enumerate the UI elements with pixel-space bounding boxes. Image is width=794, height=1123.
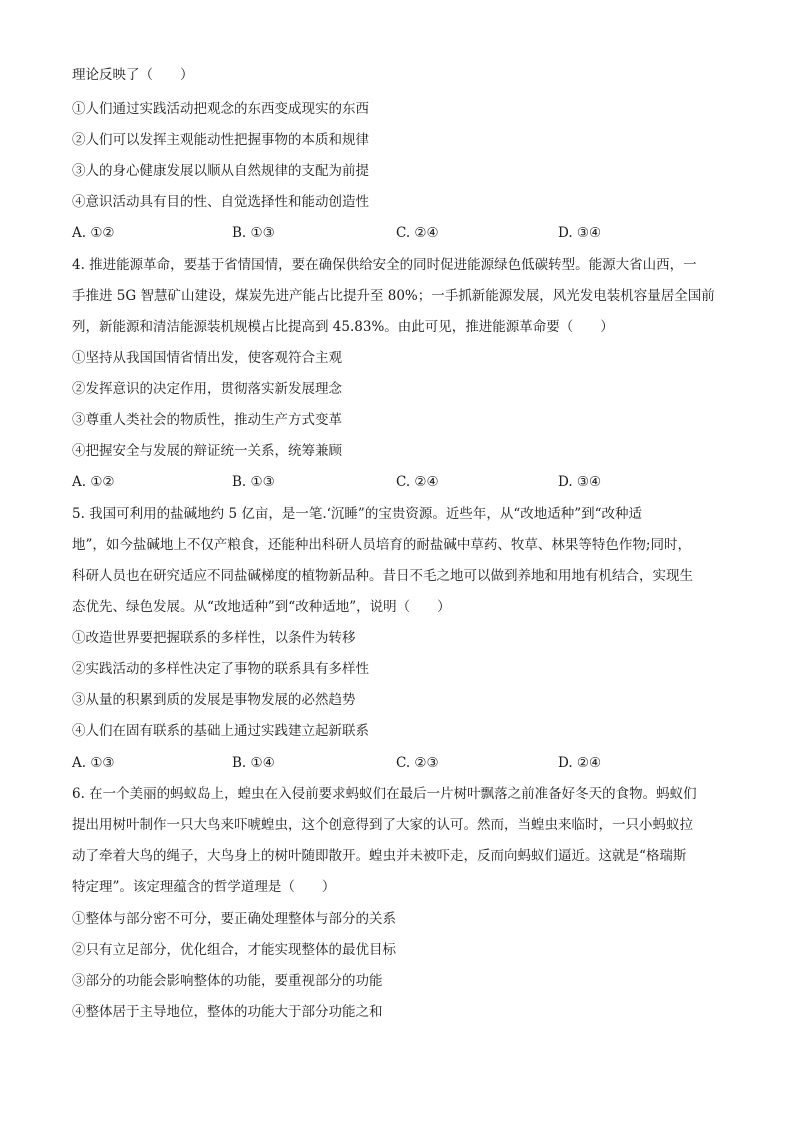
- q4-option-c[interactable]: C. ②④: [396, 474, 439, 490]
- q3-option-a[interactable]: A. ①②: [72, 225, 115, 241]
- q5-stem-line-3: 科研人员也在研究适应不同盐碱梯度的植物新品种。昔日不毛之地可以做到养地和用地有机结合，实现生: [72, 568, 693, 584]
- q6-stem-line-1: 6. 在一个美丽的蚂蚁岛上，蝗虫在入侵前要求蚂蚁们在最后一片树叶飘落之前准备好冬天的食物。蚂蚁们: [72, 786, 697, 802]
- q5-option-d[interactable]: D. ②④: [558, 755, 602, 771]
- q5-stem-line-1: 5. 我国可利用的盐碱地约 5 亿亩，是一笔.‘沉睡”的宝贵资源。近些年，从“改地适种”到“改种适: [72, 506, 643, 522]
- q3-statement-1: ①人们通过实践活动把观念的东西变成现实的东西: [72, 101, 369, 117]
- q4-option-d[interactable]: D. ③④: [558, 474, 602, 490]
- q4-option-a[interactable]: A. ①②: [72, 474, 115, 490]
- q5-statement-3: ③从量的积累到质的发展是事物发展的必然趋势: [72, 692, 356, 708]
- q6-statement-2: ②只有立足部分，优化组合，才能实现整体的最优目标: [72, 942, 396, 958]
- q4-stem-line-2: 手推进 5G 智慧矿山建设，煤炭先进产能占比提升至 80%；一手抓新能源发展，风光发电装机容量居全国前: [72, 288, 715, 304]
- q5-statement-2: ②实践活动的多样性决定了事物的联系具有多样性: [72, 661, 369, 677]
- q5-statement-4: ④人们在固有联系的基础上通过实践建立起新联系: [72, 723, 369, 739]
- q4-option-b[interactable]: B. ①③: [232, 474, 275, 490]
- q3-option-c[interactable]: C. ②④: [396, 225, 439, 241]
- q4-stem-line-1: 4. 推进能源革命，要基于省情国情，要在确保供给安全的同时促进能源绿色低碳转型。能源大省山西，一: [72, 257, 697, 273]
- q6-statement-3: ③部分的功能会影响整体的功能，要重视部分的功能: [72, 973, 383, 989]
- q5-stem-line-4: 态优先、绿色发展。从“改地适种”到“改种适地”，说明（ ）: [72, 599, 451, 615]
- q6-stem-line-2: 提出用树叶制作一只大鸟来吓唬蝗虫，这个创意得到了大家的认可。然而，当蝗虫来临时，一只小蚂蚁拉: [72, 817, 693, 833]
- q3-statement-3: ③人的身心健康发展以顺从自然规律的支配为前提: [72, 163, 369, 179]
- q3-options: [72, 224, 732, 242]
- q6-statement-4: ④整体居于主导地位，整体的功能大于部分功能之和: [72, 1004, 383, 1020]
- q5-option-b[interactable]: B. ①④: [232, 755, 275, 771]
- q5-statement-1: ①改造世界要把握联系的多样性，以条件为转移: [72, 630, 356, 646]
- q6-statement-1: ①整体与部分密不可分，要正确处理整体与部分的关系: [72, 911, 396, 927]
- q3-option-d[interactable]: D. ③④: [558, 225, 602, 241]
- q4-statement-2: ②发挥意识的决定作用，贯彻落实新发展理念: [72, 381, 342, 397]
- q3-stem-tail: 理论反映了（ ）: [72, 67, 194, 83]
- q6-stem-line-4: 特定理”。该定理蕴含的哲学道理是（ ）: [72, 879, 336, 895]
- q3-statement-4: ④意识活动具有目的性、自觉选择性和能动创造性: [72, 194, 369, 210]
- q4-statement-4: ④把握安全与发展的辩证统一关系，统筹兼顾: [72, 443, 342, 459]
- q5-option-a[interactable]: A. ①③: [72, 755, 115, 771]
- q4-stem-line-3: 列，新能源和清洁能源装机规模占比提高到 45.83%。由此可见，推进能源革命要（ ）: [72, 319, 614, 335]
- q6-stem-line-3: 动了牵着大鸟的绳子，大鸟身上的树叶随即散开。蝗虫并未被吓走，反而向蚂蚁们逼近。这就是“格瑞斯: [72, 848, 687, 864]
- q5-stem-line-2: 地”，如今盐碱地上不仅产粮食，还能种出科研人员培育的耐盐碱中草药、牧草、林果等特色作物;同时，: [72, 537, 691, 553]
- q5-options: [72, 754, 732, 772]
- q4-statement-1: ①坚持从我国国情省情出发，使客观符合主观: [72, 350, 342, 366]
- q5-option-c[interactable]: C. ②③: [396, 755, 439, 771]
- q4-options: [72, 473, 732, 491]
- q4-statement-3: ③尊重人类社会的物质性，推动生产方式变革: [72, 412, 342, 428]
- q3-option-b[interactable]: B. ①③: [232, 225, 275, 241]
- q3-statement-2: ②人们可以发挥主观能动性把握事物的本质和规律: [72, 132, 369, 148]
